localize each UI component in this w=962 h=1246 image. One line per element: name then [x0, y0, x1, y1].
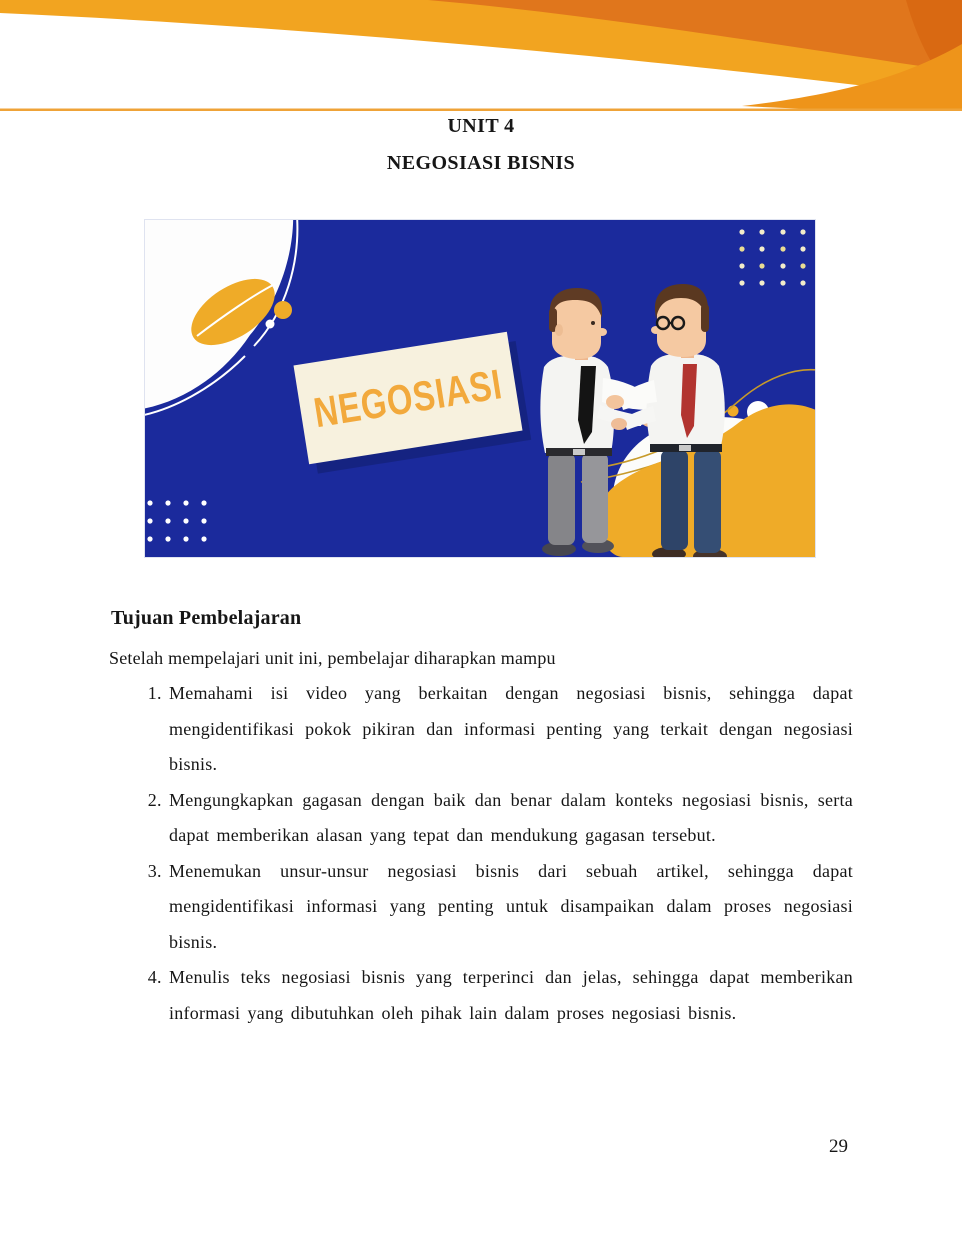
objectives-list — [109, 676, 853, 1031]
header-wave-decoration — [0, 0, 962, 112]
sign-label: NEGOSIASI — [310, 360, 506, 437]
unit-title: NEGOSIASI BISNIS — [386, 152, 576, 174]
objective-item-1: 1. Memahami isi video yang berkaitan dengan negosiasi bisnis, sehingga dapat mengidentifikasi pokok pikiran dan informasi penting yang terkait dengan negosiasi bisnis. — [169, 676, 853, 783]
section-heading: Tujuan Pembelajaran — [111, 607, 302, 629]
objective-item-3: 3. Menemukan unsur-unsur negosiasi bisnis dari sebuah artikel, sehingga dapat mengidentifikasi informasi yang penting untuk disampaikan dalam proses negosiasi bisnis. — [169, 854, 853, 961]
unit-label: UNIT 4 — [447, 115, 515, 137]
negotiation-illustration — [145, 220, 815, 557]
objective-item-2: 2. Mengungkapkan gagasan dengan baik dan benar dalam konteks negosiasi bisnis, serta dapat memberikan alasan yang tepat dan mendukung gagasan tersebut. — [169, 783, 853, 854]
negotiation-illustration-canvas — [145, 220, 815, 557]
intro-text: Setelah mempelajari unit ini, pembelajar diharapkan mampu — [109, 648, 556, 668]
objective-item-4: 4. Menulis teks negosiasi bisnis yang terperinci dan jelas, sehingga dapat memberikan informasi yang dibutuhkan oleh pihak lain dalam proses negosiasi bisnis. — [169, 960, 853, 1031]
page-number: 29 — [829, 1136, 848, 1157]
